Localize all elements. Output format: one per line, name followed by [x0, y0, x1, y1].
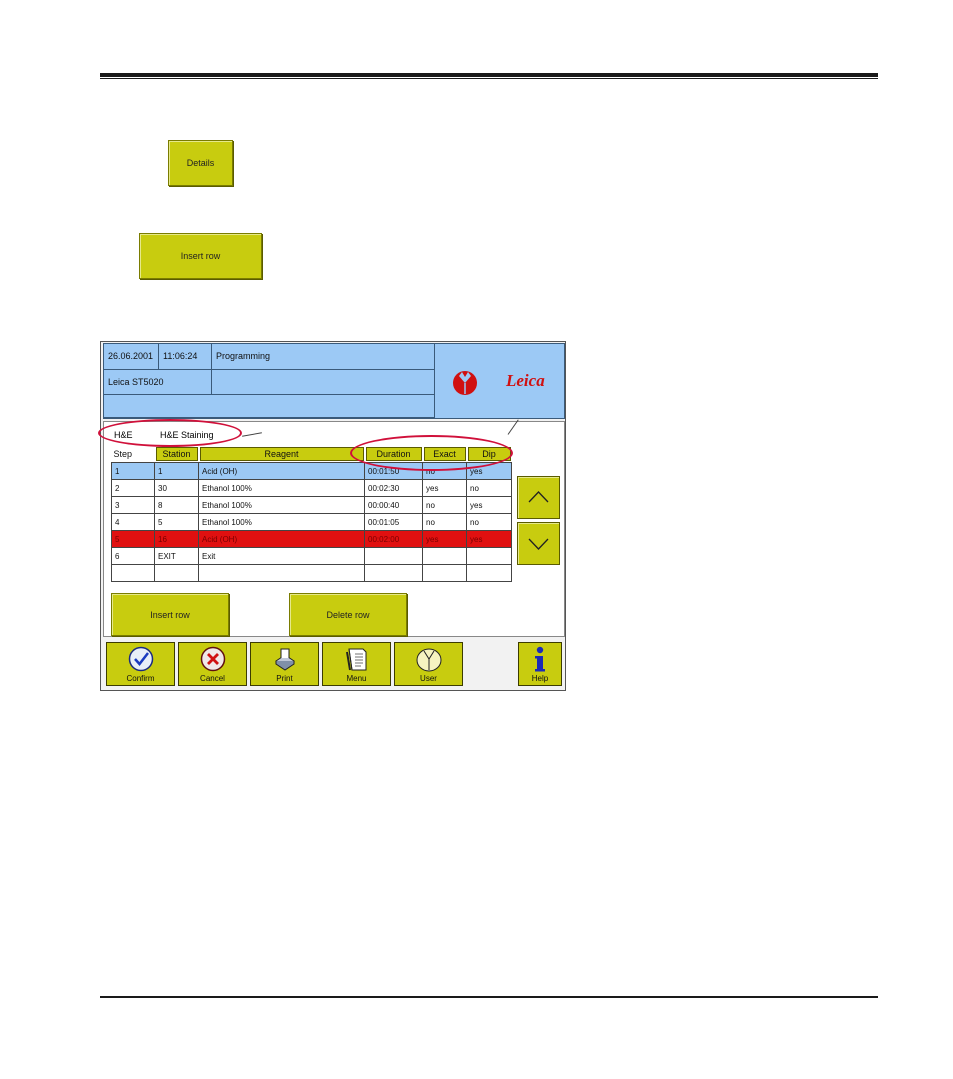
cancel-button[interactable]: Cancel	[178, 642, 247, 686]
close-icon	[200, 646, 226, 674]
scroll-up-button[interactable]	[517, 476, 560, 519]
time-display: 11:06:24	[159, 344, 212, 370]
document-menu-icon	[344, 646, 370, 674]
column-reagent[interactable]: Reagent	[199, 446, 365, 463]
top-rule-thin	[100, 78, 878, 79]
annotation-leader-line	[508, 419, 519, 434]
leica-wordmark: Leica	[506, 371, 545, 390]
user-key-icon	[415, 646, 443, 674]
info-icon	[533, 646, 547, 676]
column-step: Step	[113, 449, 133, 459]
table-row-empty[interactable]	[112, 565, 512, 582]
date-display: 26.06.2001	[104, 344, 159, 370]
table-row-active[interactable]: 5 16 Acid (OH) 00:02:00 yes yes	[112, 531, 512, 548]
bottom-rule	[100, 996, 878, 998]
checkmark-icon	[128, 646, 154, 674]
table-row[interactable]: 3 8 Ethanol 100% 00:00:40 no yes	[112, 497, 512, 514]
table-row[interactable]: 6 EXIT Exit	[112, 548, 512, 565]
annotation-ellipse-columns	[350, 435, 513, 471]
annotation-leader-line	[242, 432, 262, 436]
insert-row-button[interactable]: Insert row	[111, 593, 229, 636]
column-duration[interactable]: Duration	[365, 446, 423, 463]
table-row[interactable]: 2 30 Ethanol 100% 00:02:30 yes no	[112, 480, 512, 497]
header-blank-cell	[212, 370, 435, 395]
column-exact[interactable]: Exact	[423, 446, 467, 463]
column-station[interactable]: Station	[155, 446, 199, 463]
header-status-line	[104, 395, 435, 418]
annotation-ellipse-program-name	[98, 419, 242, 447]
top-rule	[100, 73, 878, 77]
confirm-button[interactable]: Confirm	[106, 642, 175, 686]
scroll-down-button[interactable]	[517, 522, 560, 565]
table-row[interactable]: 1 1 Acid (OH) 00:01:50 no yes	[112, 463, 512, 480]
print-button[interactable]: Print	[250, 642, 319, 686]
help-button[interactable]: Help	[518, 642, 562, 686]
insert-row-button-illustration[interactable]: Insert row	[139, 233, 262, 279]
device-name: Leica ST5020	[104, 370, 212, 395]
table-row[interactable]: 4 5 Ethanol 100% 00:01:05 no no	[112, 514, 512, 531]
chevron-up-icon	[518, 477, 559, 518]
program-short-name: H&E	[114, 430, 133, 440]
column-dip[interactable]: Dip	[467, 446, 512, 463]
chevron-down-icon	[518, 523, 559, 564]
mode-display: Programming	[212, 344, 435, 370]
program-screen	[100, 341, 566, 691]
printer-icon	[272, 646, 298, 674]
menu-button[interactable]: Menu	[322, 642, 391, 686]
leica-logo-icon	[451, 368, 479, 396]
delete-row-button[interactable]: Delete row	[289, 593, 407, 636]
details-button[interactable]: Details	[168, 140, 233, 186]
program-editor	[103, 421, 565, 637]
screen-header	[103, 343, 565, 419]
user-button[interactable]: User	[394, 642, 463, 686]
program-name: H&E Staining	[160, 430, 214, 440]
